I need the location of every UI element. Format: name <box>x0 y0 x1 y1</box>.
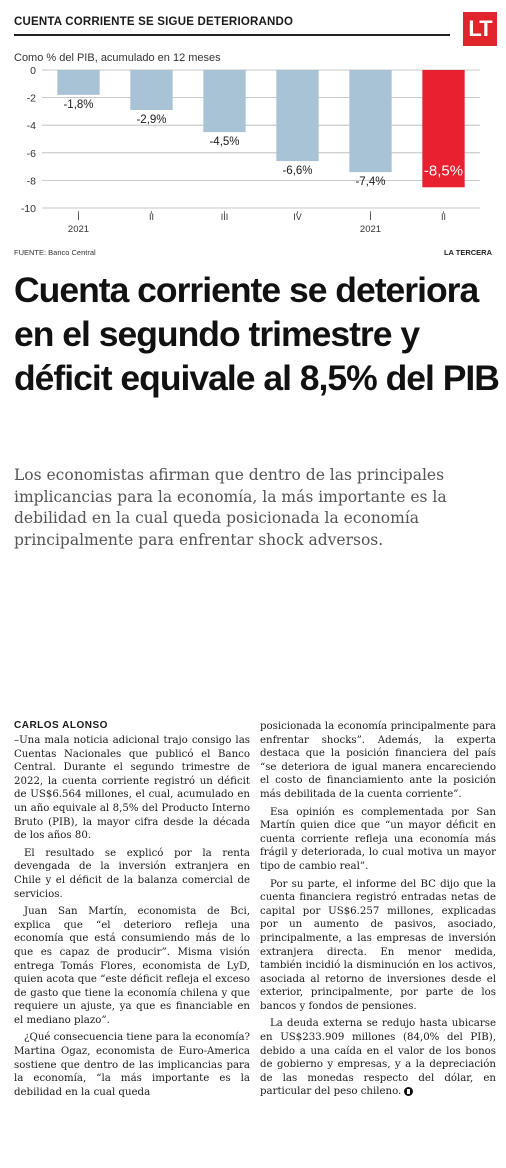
article-lede: Los economistas afirman que dentro de las principales implicancias para la economía, la más importante es la debilidad en la cual queda posicionada la economía principalmente para enfrentar shock adversos. <box>14 466 447 549</box>
y-tick-label: -8 <box>26 175 36 188</box>
paragraph-text: La deuda externa se redujo hasta ubicarse en US$233.909 millones (84,0% del PIB), debido a una caída en el valor de los bonos de gobierno y empresas, y a la depreciación de las monedas respecto del dólar, en particular del peso chileno. <box>260 1018 496 1098</box>
y-tick-label: -10 <box>20 203 36 215</box>
bar <box>130 70 172 110</box>
paragraph: Esa opinión es complementada por San Martín quien dice que “un mayor déficit en cuenta corriente refleja una economía más frágil y deteriorada, lo cual motiva un mayor tipo de cambio real”. <box>260 806 496 872</box>
y-tick-label: 0 <box>30 65 36 77</box>
paragraph: Juan San Martín, economista de Bci, explica que “el deterioro refleja una economía que está consumiendo más de lo que es capaz de producir”. Misma visión entrega Tomás Flores, economista de LyD, quien acota que “este déficit refleja el exceso de gasto que tiene la economía chilena y que requiere un ajuste, ya que es financiable en el mediano plazo”. <box>14 906 250 1026</box>
bar-value-label: -6,6% <box>282 165 313 178</box>
x-tick-label: II <box>440 212 447 222</box>
paragraph: –Una mala noticia adicional trajo consigo las Cuentas Nacionales que publicó el Banco Central. Durante el segundo trimestre de 2022, la cuenta corriente registró un déficit de US$6.564 millones, el cual, acumulado en un año equivale al 8,5% del Producto Interno Bruto (PIB), la mayor cifra desde la década de los años 80. <box>14 735 250 842</box>
la-tercera-logo: LT <box>463 12 497 46</box>
year-label: 2021 <box>359 224 382 235</box>
chart-header <box>14 10 494 50</box>
bar <box>57 70 99 95</box>
paragraph: ¿Qué consecuencia tiene para la economía? Martina Ogaz, economista de Euro-America sostiene que dentro de las implicancias para la economía, “la más importante es la debilidad en la cual queda <box>14 1032 251 1098</box>
bar-value-label: -1,8% <box>63 98 94 111</box>
x-tick-label: II <box>148 212 155 222</box>
x-tick-label: IV <box>293 212 302 222</box>
y-tick-label: -2 <box>26 92 36 105</box>
year-label: 2021 <box>67 224 90 235</box>
chart-source: FUENTE: Banco Central <box>14 248 96 257</box>
bar <box>203 70 245 132</box>
x-tick-label: III <box>220 212 229 222</box>
article-column-1 <box>14 734 250 1103</box>
paragraph <box>260 1017 496 1099</box>
current-account-bar-chart <box>0 60 506 240</box>
bar-value-label: -7,4% <box>355 176 386 189</box>
article-column-2 <box>260 720 496 1103</box>
chart-subtitle: Como % del PIB, acumulado en 12 meses <box>14 52 221 64</box>
bar <box>276 70 318 161</box>
y-tick-label: -4 <box>26 120 36 133</box>
article-headline: Cuenta corriente se deteriora en el segundo trimestre y déficit equivale al 8,5% del PIB <box>14 270 499 398</box>
paragraph: posicionada la economía principalmente para enfrentar shocks”. Además, la experta destaca que la posición financiera del país “se deteriora de igual manera encareciendo el costo de financiamiento ante la posición más debilitada de la cuenta corriente”. <box>260 721 496 800</box>
paragraph: Por su parte, el informe del BC dijo que la cuenta financiera registró entradas netas de capital por US$6.257 millones, explicadas por un aumento de pasivos, asociado, principalmente, a las empresas de inversión extranjera directa. En menor medida, también incidió la disminución en los activos, asociada al retorno de inversiones desde el exterior, principalmente, por parte de los bancos y fondos de pensiones. <box>260 878 496 1012</box>
bar <box>349 70 391 172</box>
article-byline: CARLOS ALONSO <box>14 720 108 731</box>
end-of-article-icon <box>404 1087 413 1096</box>
x-tick-label: I <box>77 212 80 222</box>
chart-title: CUENTA CORRIENTE SE SIGUE DETERIORANDO <box>14 16 294 28</box>
y-tick-label: -6 <box>26 147 36 160</box>
bar-value-label: -4,5% <box>209 136 240 149</box>
chart-publisher: LA TERCERA <box>443 248 492 257</box>
bar-value-label: -2,9% <box>136 114 167 127</box>
bar-value-label: -8,5% <box>423 162 464 180</box>
paragraph: El resultado se explicó por la renta devengada de la inversión extranjera en Chile y el déficit de la balanza comercial de servicios. <box>14 847 250 900</box>
chart-title-rule <box>14 34 450 36</box>
x-tick-label: I <box>369 212 372 222</box>
